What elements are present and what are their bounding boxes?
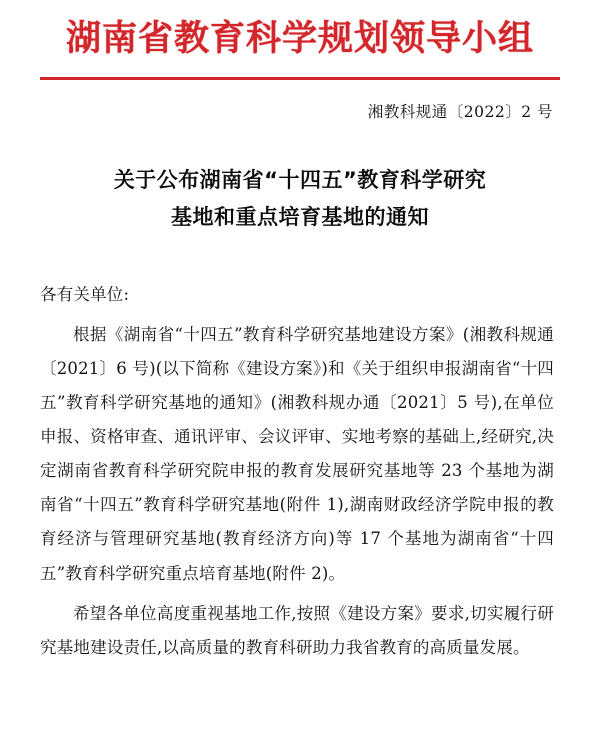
letterhead-divider <box>40 77 560 80</box>
body-paragraph: 根据《湖南省“十四五”教育科学研究基地建设方案》(湘教科规通〔2021〕6 号)(以下简称《建设方案》)和《关于组织申报湖南省“十四五”教育科学研究基地的通知》(湘教科规办通〔2021〕5 号),在单位申报、资格审查、通讯评审、会议评审、实地考察的基础上,经研究,决定湖南省教育科学研究院申报的教育发展研究基地等 23 个基地为湖南省“十四五”教育科学研究基地(附件 1),湖南财政经济学院申报的教育经济与管理研究基地(教育经济方向)等 17 个基地为湖南省“十四五”教育科学研究重点培育基地(附件 2)。 <box>40 324 554 583</box>
document-number: 湘教科规通〔2022〕2 号 <box>367 103 553 121</box>
body-paragraph: 希望各单位高度重视基地工作,按照《建设方案》要求,切实履行研究基地建设责任,以高质量的教育科研助力我省教育的高质量发展。 <box>40 603 554 657</box>
page-title-line-2: 基地和重点培育基地的通知 <box>171 204 429 229</box>
letterhead-title: 湖南省教育科学规划领导小组 <box>65 19 534 59</box>
letterhead <box>0 0 600 80</box>
page-title-line-1: 关于公布湖南省“十四五”教育科学研究 <box>113 168 487 192</box>
document-body <box>0 278 600 666</box>
page-title <box>0 162 600 236</box>
document-number-row <box>0 100 600 122</box>
salutation: 各有关单位: <box>40 284 130 304</box>
